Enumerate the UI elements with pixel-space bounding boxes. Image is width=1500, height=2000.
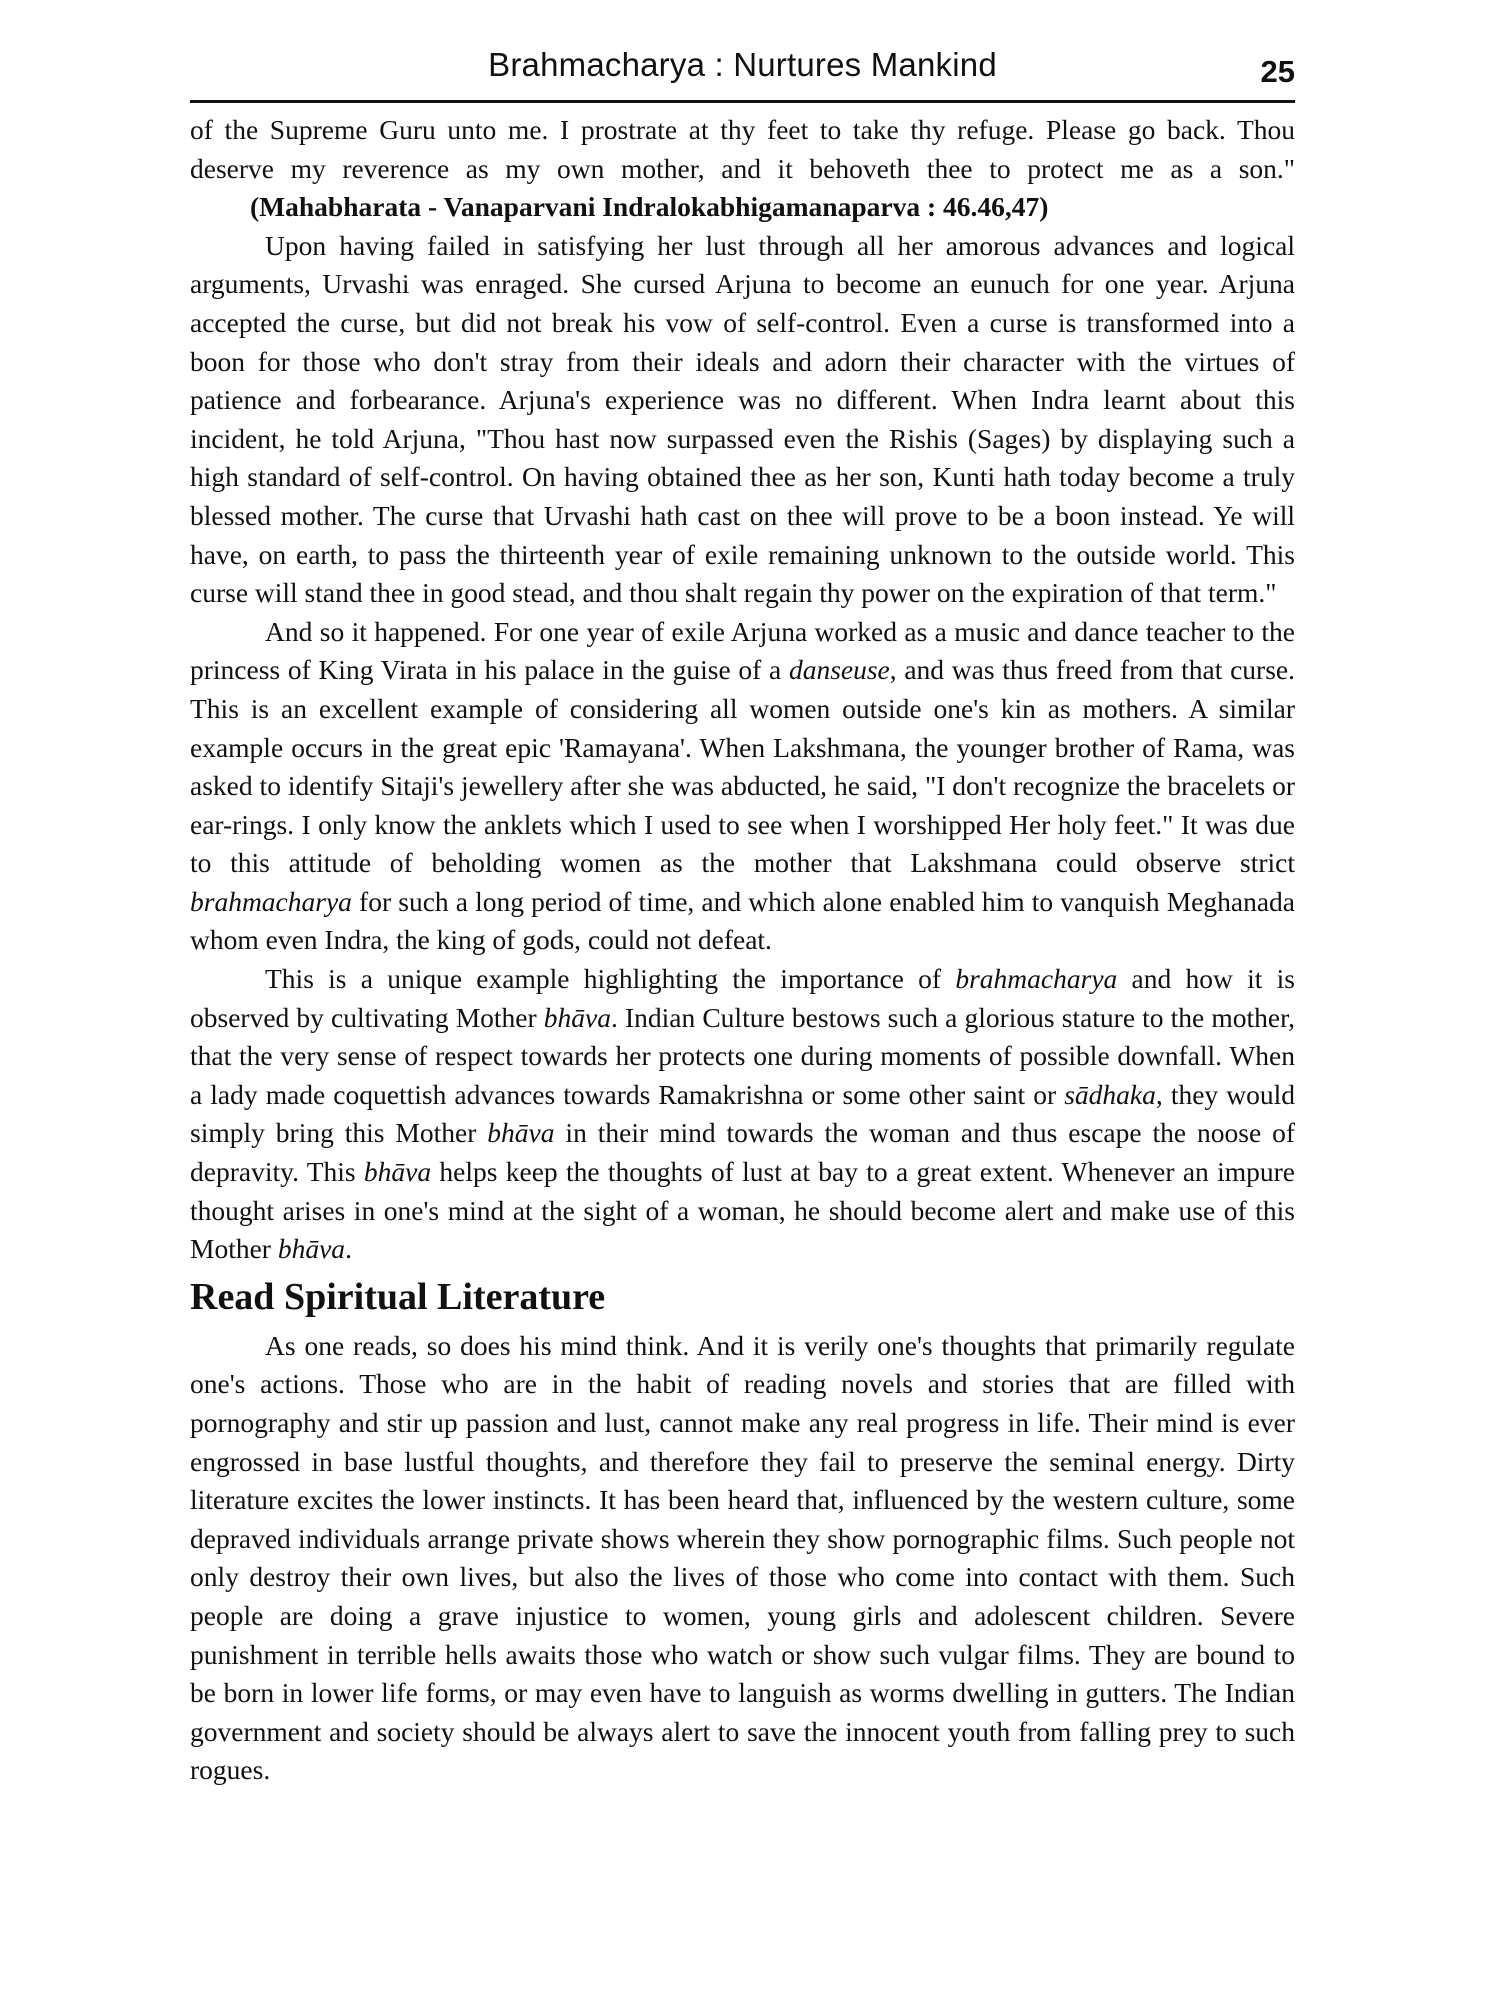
text-segment: . bbox=[345, 1233, 352, 1265]
quote-text: of the Supreme Guru unto me. I prostrate at thy feet to take thy refuge. Please go back. Thou deserve my reverence as my own mother, and it behoveth thee to protect me as a son." bbox=[190, 114, 1295, 184]
citation: (Mahabharata - Vanaparvani Indralokabhigamanaparva : 46.46,47) bbox=[250, 191, 1049, 223]
paragraph-continued-quote bbox=[190, 111, 1295, 227]
text-segment: for such a long period of time, and which alone enabled him to vanquish Meghanada whom even Indra, the king of gods, could not defeat. bbox=[190, 885, 1295, 956]
italic-term: danseuse bbox=[788, 654, 890, 686]
text-segment: helps keep the thoughts of lust at bay to a great extent. Whenever an impure thought arises in one's mind at the sight of a woman, he should become alert and make use of this Mother bbox=[190, 1156, 1295, 1265]
italic-term: bhāva bbox=[363, 1156, 432, 1188]
section-heading: Read Spiritual Literature bbox=[190, 1275, 606, 1318]
text-segment: This is a unique example highlighting the importance of bbox=[265, 963, 956, 995]
book-page bbox=[190, 40, 1295, 1790]
paragraph-spiritual-literature: As one reads, so does his mind think. And it is verily one's thoughts that primarily regulate one's actions. Those who are in the habit of reading novels and stories that are filled with pornography and stir up passion and lust, cannot make any real progress in life. Their mind is ever engrossed in base lustful thoughts, and therefore they fail to preserve the seminal energy. Dirty literature excites the lower instincts. It has been heard that, influenced by the western culture, some depraved individuals arrange private shows wherein they show pornographic films. Such people not only destroy their own lives, but also the lives of those who come into contact with them. Such people are doing a grave injustice to women, young girls and adolescent children. Severe punishment in terrible hells awaits those who watch or show such vulgar films. They are bound to be born in lower life forms, or may even have to languish as worms dwelling in gutters. The Indian government and society should be always alert to save the innocent youth from falling prey to such rogues. bbox=[190, 1329, 1295, 1786]
italic-term: brahmacharya bbox=[190, 885, 352, 917]
running-title: Brahmacharya : Nurtures Mankind bbox=[488, 46, 997, 83]
running-header bbox=[190, 40, 1295, 103]
paragraph-arjuna-exile bbox=[190, 613, 1295, 960]
text-segment: and how it is observed by cultivating Mother bbox=[190, 963, 1295, 1033]
text-segment: . Indian Culture bestows such a glorious stature to the mother, that the very sense of respect towards her protects one during moments of possible downfall. When a lady made coquettish advances towards Ramakrishna or some other saint or bbox=[190, 1001, 1296, 1110]
text-segment: in their mind towards the woman and thus escape the noose of depravity. This bbox=[190, 1117, 1295, 1188]
italic-term: bhāva bbox=[543, 1001, 611, 1033]
text-segment: And so it happened. For one year of exile Arjuna worked as a music and dance teacher to the princess of King Virata in his palace in the guise of a bbox=[190, 615, 1295, 686]
text-segment: , they would simply bring this Mother bbox=[190, 1078, 1295, 1149]
italic-term: bhāva bbox=[277, 1233, 346, 1265]
italic-term: bhāva bbox=[487, 1117, 555, 1149]
italic-term: brahmacharya bbox=[955, 963, 1118, 995]
text-segment: , and was thus freed from that curse. This is an excellent example of considering all women outside one's kin as mothers. A similar example occurs in the great epic 'Ramayana'. When Lakshmana, the younger brother of Rama, was asked to identify Sitaji's jewellery after she was abducted, he said, "I don't recognize the bracelets or ear-rings. I only know the anklets which I used to see when I worshipped Her holy feet." It was due to this attitude of beholding women as the mother that Lakshmana could observe strict bbox=[190, 654, 1295, 879]
paragraph-urvashi-curse: Upon having failed in satisfying her lust through all her amorous advances and logical arguments, Urvashi was enraged. She cursed Arjuna to become an eunuch for one year. Arjuna accepted the curse, but did not break his vow of self-control. Even a curse is transformed into a boon for those who don't stray from their ideals and adorn their character with the virtues of patience and forbearance. Arjuna's experience was no different. When Indra learnt about this incident, he told Arjuna, "Thou hast now surpassed even the Rishis (Sages) by displaying such a high standard of self-control. On having obtained thee as her son, Kunti hath today become a truly blessed mother. The curse that Urvashi hath cast on thee will prove to be a boon instead. Ye will have, on earth, to pass the thirteenth year of exile remaining unknown to the outside world. This curse will stand thee in good stead, and thou shalt regain thy power on the expiration of that term." bbox=[190, 229, 1295, 609]
page-number: 25 bbox=[1260, 54, 1295, 89]
paragraph-mother-bhava bbox=[190, 960, 1295, 1269]
italic-term: sādhaka bbox=[1064, 1078, 1156, 1110]
body-text bbox=[190, 111, 1295, 1790]
